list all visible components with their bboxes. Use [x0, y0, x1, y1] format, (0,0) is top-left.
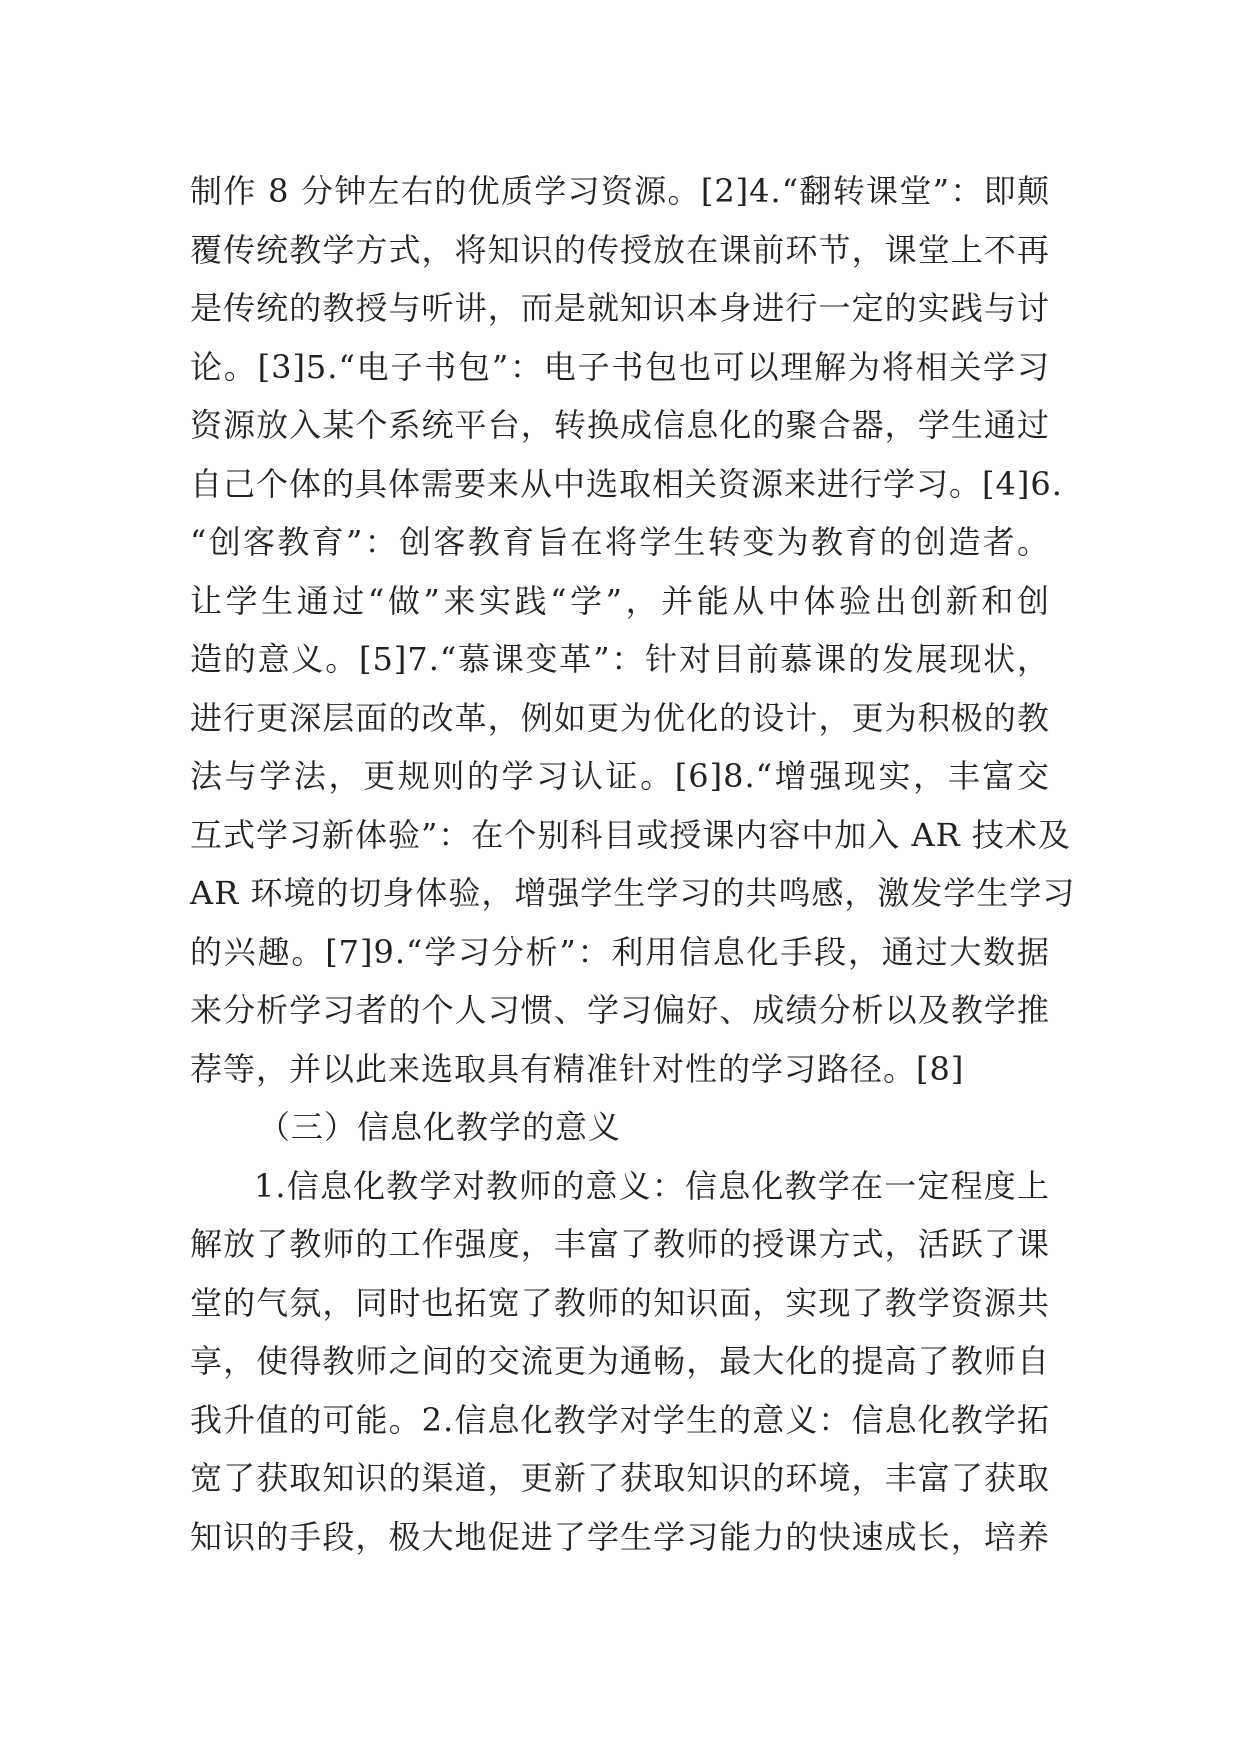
text-line: 荐等，并以此来选取具有精准针对性的学习路径。[8] — [190, 1049, 965, 1088]
paragraph-line: 享，使得教师之间的交流更为通畅，最大化的提高了教师自 — [190, 1342, 1050, 1380]
text-line: 法与学法，更规则的学习认证。[6]8.“增强现实，丰富交 — [190, 757, 1050, 795]
paragraph-line: 宽了获取知识的渠道，更新了获取知识的环境，丰富了获取 — [190, 1459, 1050, 1497]
text-line: 论。[3]5.“电子书包”：电子书包也可以理解为将相关学习 — [190, 347, 1050, 386]
text-line: 进行更深层面的改革，例如更为优化的设计，更为积极的教 — [190, 698, 1050, 737]
body-text — [190, 162, 1076, 1566]
paragraph-line: 我升值的可能。2.信息化教学对学生的意义：信息化教学拓 — [190, 1400, 1050, 1439]
text-line: 自己个体的具体需要来从中选取相关资源来进行学习。[4]6. — [190, 464, 1063, 503]
text-line: 造的意义。[5]7.“慕课变革”：针对目前慕课的发展现状， — [190, 640, 1050, 678]
text-line: AR 环境的切身体验，增强学生学习的共鸣感，激发学生学习 — [190, 874, 1076, 912]
text-line: 是传统的教授与听讲，而是就知识本身进行一定的实践与讨 — [190, 289, 1050, 327]
text-line: 制作 8 分钟左右的优质学习资源。[2]4.“翻转课堂”：即颠 — [190, 172, 1050, 210]
text-line: 的兴趣。[7]9.“学习分析”：利用信息化手段，通过大数据 — [190, 932, 1050, 971]
text-line: 来分析学习者的个人习惯、学习偏好、成绩分析以及教学推 — [190, 991, 1050, 1029]
section-heading: （三）信息化教学的意义 — [258, 1108, 622, 1146]
text-line: 覆传统教学方式，将知识的传授放在课前环节，课堂上不再 — [190, 230, 1050, 269]
text-line: 资源放入某个系统平台，转换成信息化的聚合器，学生通过 — [190, 406, 1050, 444]
paragraph-line: 堂的气氛，同时也拓宽了教师的知识面，实现了教学资源共 — [190, 1283, 1050, 1322]
paragraph-line: 知识的手段，极大地促进了学生学习能力的快速成长，培养 — [190, 1517, 1050, 1556]
text-line: 互式学习新体验”：在个别科目或授课内容中加入 AR 技术及 — [190, 815, 1071, 854]
text-line: “创客教育”：创客教育旨在将学生转变为教育的创造者。 — [190, 523, 1050, 561]
paragraph-line: 解放了教师的工作强度，丰富了教师的授课方式，活跃了课 — [190, 1225, 1050, 1263]
text-line: 让学生通过“做”来实践“学”，并能从中体验出创新和创 — [190, 581, 1050, 620]
paragraph-line: 1.信息化教学对教师的意义：信息化教学在一定程度上 — [254, 1166, 1050, 1205]
